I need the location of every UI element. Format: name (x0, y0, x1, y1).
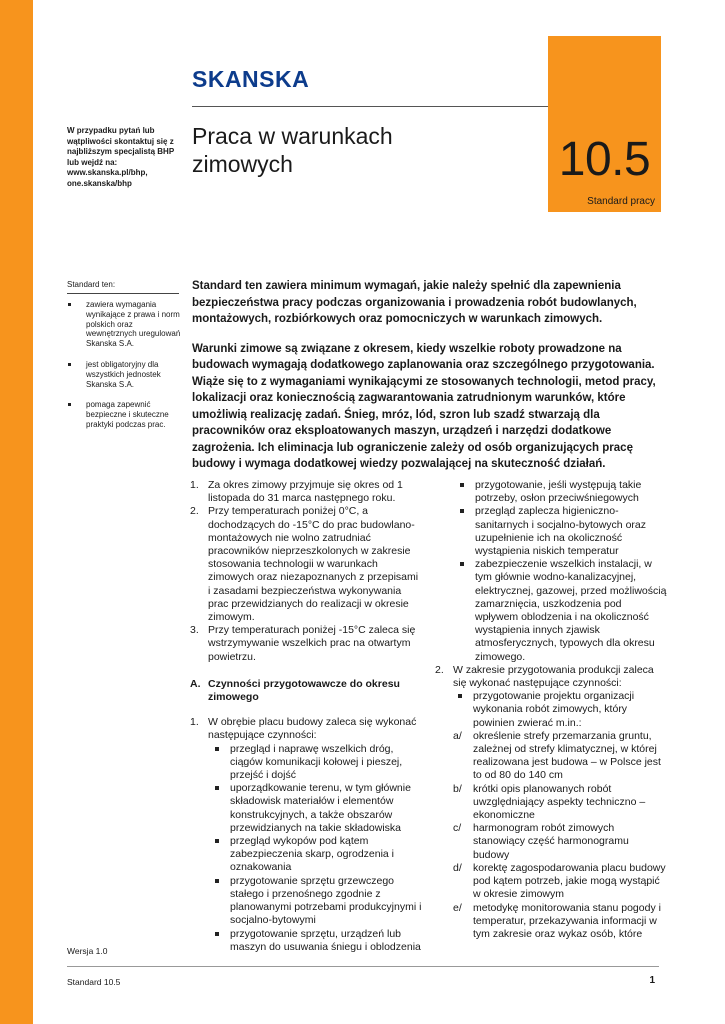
item-letter: d/ (453, 861, 462, 874)
skanska-logo: SKANSKA (192, 66, 310, 92)
bullet-item: przygotowanie projektu organizacji wykonania robót zimowych, który powinien zwierać m.in.: (453, 690, 667, 730)
intro-paragraph: Warunki zimowe są związane z okresem, kiedy wszelkie roboty prowadzone na budowach wymagają dodatkowego zaplanowania oraz szczególnego przygotowania. Wiąże się to z wymaganiami wynikającymi ze stosowanych technologii, metod pracy, lokalizacji oraz koniecznością zagwarantowania zatrudnionym warunków, które umożliwią realizację zadań. Śnieg, mróz, lód, szron lub szadź stwarzają dla pracowników oraz eksploatowanych maszyn, urządzeń i narzędzi dodatkowe zagrożenia. Ich eliminacja lub ograniczenie zależy od osób organizujących pracę budowy i wymaga dodatkowej wiedzy pozwalającej na skuteczność działań. (192, 342, 656, 470)
numbered-item (435, 664, 667, 690)
bullet-list (192, 743, 422, 954)
sidebar-item: jest obligatoryjny dla wszystkich jednostek Skanska S.A. (67, 360, 182, 389)
bullet-item: przygotowanie, jeśli występują takie potrzeby, osłon przeciwśniegowych (455, 479, 667, 505)
contact-note: W przypadku pytań lub wątpliwości skontaktuj się z najbliższym specjalistą BHP lub wejdź na: www.skanska.pl/bhp, one.skanska/bhp (67, 126, 175, 188)
standard-type-label: Standard pracy (587, 196, 655, 207)
item-text: W zakresie przygotowania produkcji zaleca się wykonać następujące czynności: (453, 663, 654, 690)
item-number: 1. (190, 716, 199, 729)
version-label: Wersja 1.0 (67, 946, 108, 956)
body-column-right (435, 479, 667, 941)
item-letter: a/ (453, 729, 462, 742)
intro-paragraph: Standard ten zawiera minimum wymagań, jakie należy spełnić dla zapewnienia bezpieczeństwa pracy podczas organizowania i prowadzenia robót budowlanych, montażowych, rozbiórkowych oraz pomocniczych w warunkach zimowych. (192, 280, 637, 325)
standard-number: 10.5 (558, 133, 651, 186)
header-divider (192, 106, 548, 107)
bullet-item: przegląd wykopów pod kątem zabezpieczenia skarp, ogrodzenia i oznakowania (210, 835, 422, 875)
sidebar-item: zawiera wymagania wynikające z prawa i norm polskich oraz wewnętrznych uregulowań Skanska S.A. (67, 300, 182, 349)
bullet-item: uporządkowanie terenu, w tym głównie składowisk materiałów i elementów konstrukcyjnych, a także obszarów przewidzianych na takie składowiska (210, 782, 422, 835)
page-number: 1 (649, 975, 655, 986)
footer-divider (67, 966, 659, 967)
lettered-item (435, 730, 667, 783)
item-letter: c/ (453, 822, 462, 835)
left-accent-stripe (0, 0, 33, 1024)
item-text: Przy temperaturach poniżej -15°C zaleca się wstrzymywanie wszelkich prac na otwartym powietrzu. (208, 624, 416, 663)
lettered-item (435, 783, 667, 823)
lettered-item (435, 822, 667, 862)
sidebar-list (67, 300, 182, 441)
sidebar-item: pomaga zapewnić bezpieczne i skuteczne praktyki podczas prac. (67, 400, 182, 429)
numbered-item (190, 479, 422, 505)
item-number: 3. (190, 624, 199, 637)
lettered-list (435, 730, 667, 941)
section-heading (190, 678, 422, 704)
item-text: metodykę monitorowania stanu pogody i temperatur, przekazywania informacji w tym zakresie oraz wykaz osób, które (473, 901, 661, 940)
item-number: 2. (435, 663, 444, 676)
sidebar-heading: Standard ten: (67, 280, 116, 289)
bullet-item: zabezpieczenie wszelkich instalacji, w tym głównie wodno-kanalizacyjnej, elektrycznej, gazowej, przed możliwością zamarznięcia, uszkodzenia pod wpływem oblodzenia i na okoliczność wystąpienia innych zjawisk atmosferycznych, typowych dla okresu zimowego. (455, 558, 667, 664)
lettered-item (435, 862, 667, 902)
intro-text (192, 278, 660, 486)
bullet-list (437, 479, 667, 664)
title-line: Praca w warunkach (192, 123, 393, 149)
section-title: Czynności przygotowawcze do okresu zimowego (208, 677, 400, 704)
body-column-left (190, 479, 422, 954)
bullet-item: przygotowanie sprzętu, urządzeń lub maszyn do usuwania śniegu i oblodzenia (210, 928, 422, 954)
title-line: zimowych (192, 151, 293, 177)
numbered-item (190, 505, 422, 624)
item-text: określenie strefy przemarzania gruntu, zależnej od strefy klimatycznej, w której realizowana jest budowa – w Polsce jest to od 80 do 140 cm (473, 729, 661, 782)
item-text: korektę zagospodarowania placu budowy pod kątem potrzeb, jakie mogą wystąpić w okresie zimowym (473, 861, 666, 901)
bullet-item: przegląd zaplecza higieniczno-sanitarnych i socjalno-bytowych oraz uzupełnienie ich na okoliczność wystąpienia niskich temperatur (455, 505, 667, 558)
item-text: krótki opis planowanych robót uwzględniający aspekty techniczno – ekonomiczne (473, 782, 646, 822)
sidebar-divider (67, 293, 179, 294)
item-letter: e/ (453, 901, 462, 914)
footer-standard-label: Standard 10.5 (67, 977, 121, 987)
item-text: Przy temperaturach poniżej 0°C, a dochodzących do -15°C do prac budowlano-montażowych nie wolno zatrudniać pracowników nieprzeszkolonych w zakresie stosowania technologii w warunkach zimowych oraz niezapoznanych z przepisami i zasadami bezpieczeństwa wykonywania prac przewidzianych do realizacji w okresie zimowym. (208, 505, 419, 624)
section-letter: A. (190, 677, 201, 690)
bullet-item: przegląd i naprawę wszelkich dróg, ciągów komunikacji kołowej i pieszej, przejść i dojść (210, 743, 422, 783)
numbered-item (190, 716, 422, 742)
bullet-item: przygotowanie sprzętu grzewczego stałego i przenośnego zgodnie z planowanymi potrzebami produkcyjnymi i socjalno-bytowymi (210, 875, 422, 928)
item-text: Za okres zimowy przyjmuje się okres od 1 listopada do 31 marca następnego roku. (208, 479, 403, 505)
item-text: W obrębie placu budowy zaleca się wykonać następujące czynności: (208, 716, 417, 742)
item-number: 1. (190, 479, 199, 491)
numbered-item (190, 624, 422, 664)
page-title (192, 122, 532, 178)
item-text: harmonogram robót zimowych stanowiący część harmonogramu budowy (473, 822, 629, 861)
item-number: 2. (190, 505, 199, 518)
lettered-item (435, 902, 667, 942)
item-letter: b/ (453, 782, 462, 795)
